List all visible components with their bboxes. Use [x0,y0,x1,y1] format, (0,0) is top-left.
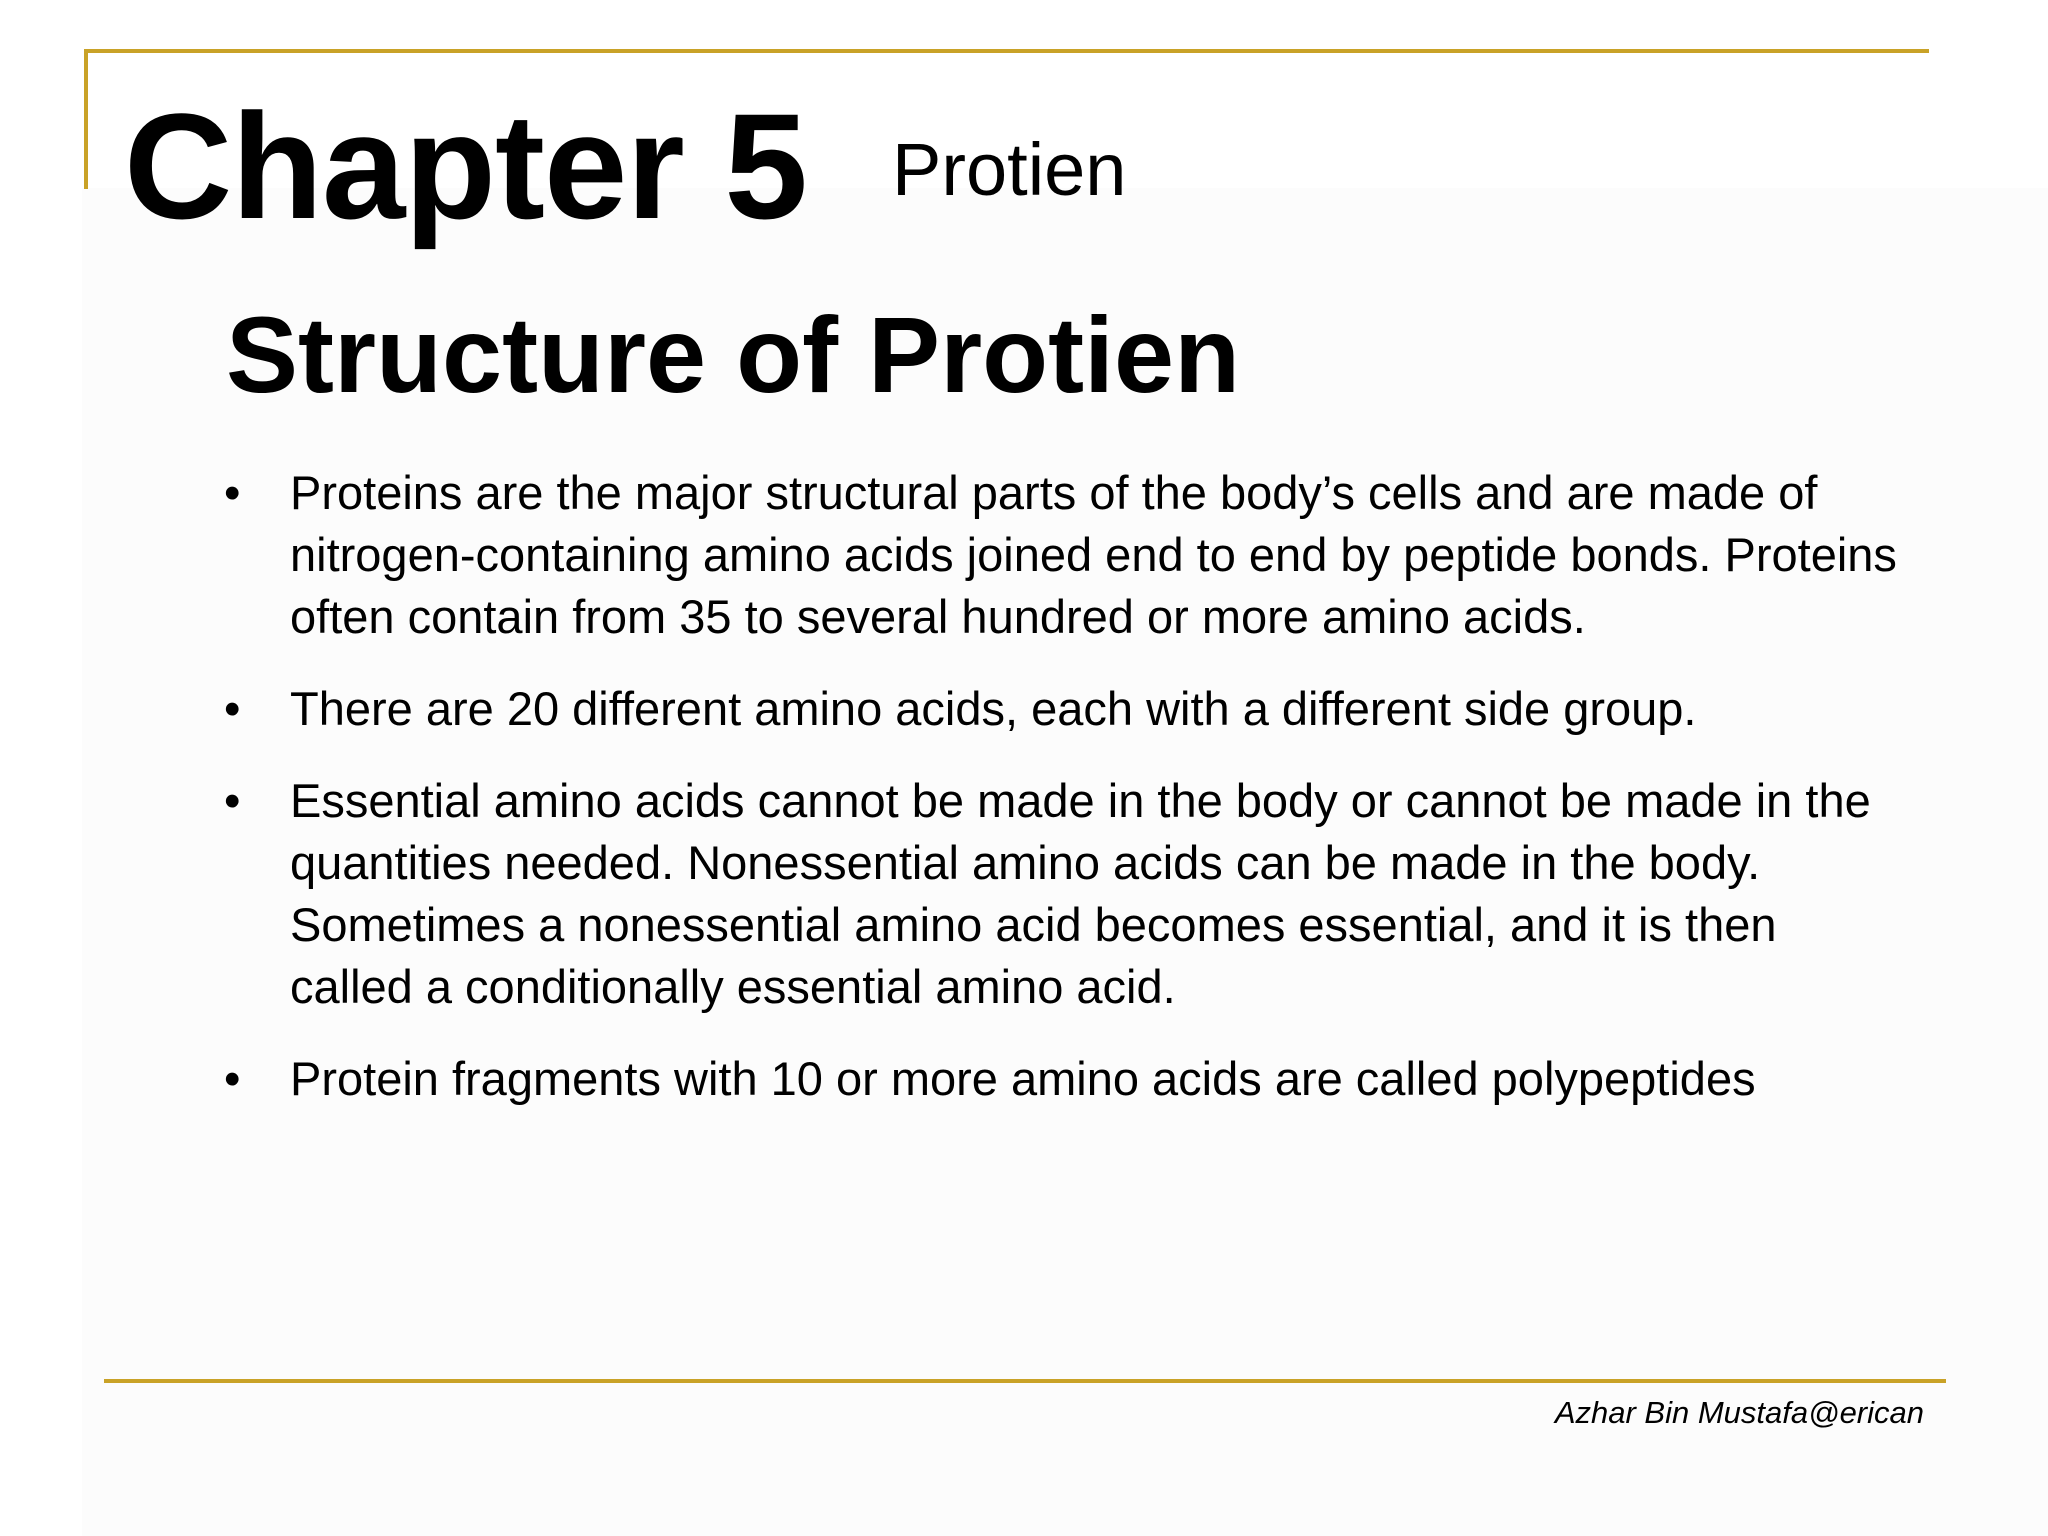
bullet-icon: • [224,466,241,519]
side-accent-rule [84,49,88,189]
bullet-text: Proteins are the major structural parts of the body’s cells and are made of nitrogen-containing amino acids joined end to end by peptide bonds. Proteins often contain from 35 to several hundred or more amino acids. [290,466,1897,643]
bottom-accent-rule [104,1379,1946,1383]
bullet-text: Essential amino acids cannot be made in the body or cannot be made in the quantities needed. Nonessential amino acids can be made in the body. Sometimes a nonessential amino acid becomes essential, and it is then called a conditionally essential amino acid. [290,774,1871,1013]
footer-credit: Azhar Bin Mustafa@erican [1554,1395,1924,1430]
bullet-item [220,462,1900,648]
chapter-subtitle: Protien [892,128,1127,211]
bullet-text: Protein fragments with 10 or more amino acids are called polypeptides [290,1052,1756,1105]
bullet-icon: • [224,774,241,827]
bullet-text: There are 20 different amino acids, each with a different side group. [290,682,1697,735]
top-accent-rule [84,49,1929,53]
bullet-item [220,1048,1900,1110]
bullet-icon: • [224,1052,241,1105]
bullet-item [220,770,1900,1018]
chapter-title: Chapter 5 [124,82,807,250]
section-title: Structure of Protien [226,294,1241,415]
bullet-list [220,462,1900,1140]
bullet-icon: • [224,682,241,735]
bullet-item [220,678,1900,740]
